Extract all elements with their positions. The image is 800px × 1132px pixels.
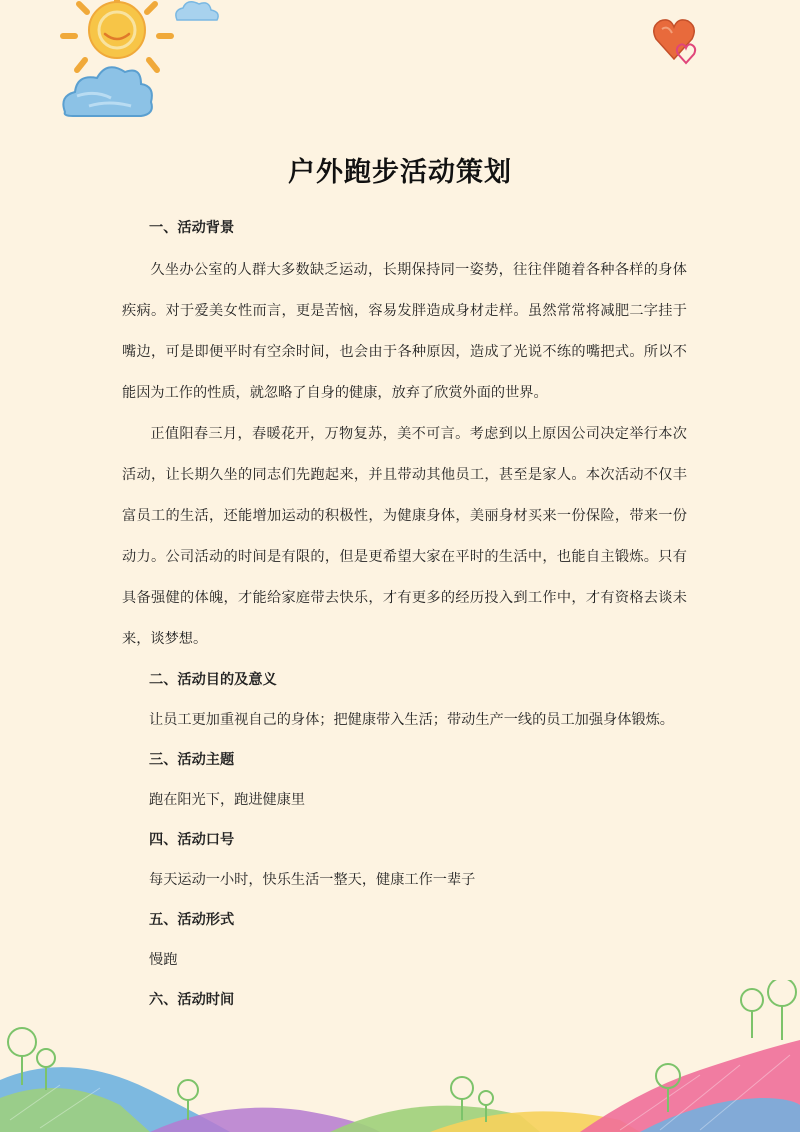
paragraph: 跑在阳光下，跑进健康里 — [149, 792, 306, 808]
paragraph: 久坐办公室的人群大多数缺乏运动，长期保持同一姿势，往往伴随着各种各样的身体疾病。对于爱美女性而言，更是苦恼，容易发胖造成身材走样。虽然常常将减肥二字挂于嘴边，可是即便平时有空余时间，也会由于各种原因，造成了光说不练的嘴把式。所以不能因为工作的性质，就忽略了自身的健康，放弃了欣赏外面的世界。 — [122, 262, 687, 401]
section-heading: 六、活动时间 — [149, 992, 235, 1008]
paragraph: 让员工更加重视自己的身体；把健康带入生活；带动生产一线的员工加强身体锻炼。 — [149, 712, 674, 728]
section-heading: 四、活动口号 — [149, 832, 235, 848]
small-cloud-icon — [176, 2, 218, 20]
section-heading: 五、活动形式 — [149, 912, 235, 928]
section-heading: 三、活动主题 — [149, 752, 235, 768]
section-heading: 一、活动背景 — [149, 220, 235, 236]
page-title: 户外跑步活动策划 — [288, 157, 512, 188]
paragraph: 慢跑 — [149, 952, 178, 968]
paragraph: 正值阳春三月，春暖花开，万物复苏，美不可言。考虑到以上原因公司决定举行本次活动，让长期久坐的同志们先跑起来，并且带动其他员工，甚至是家人。本次活动不仅丰富员工的生活，还能增加运动的积极性，为健康身体，美丽身材买来一份保险，带来一份动力。公司活动的时间是有限的，但是更希望大家在平时的生活中，也能自主锻炼。只有具备强健的体魄，才能给家庭带去快乐，才有更多的经历投入到工作中，才有资格去谈未来，谈梦想。 — [122, 426, 687, 647]
section-heading: 二、活动目的及意义 — [149, 672, 277, 688]
hills-decoration — [0, 980, 800, 1132]
sun-cloud-decoration — [55, 0, 225, 125]
heart-icon — [652, 15, 702, 67]
paragraph: 每天运动一小时，快乐生活一整天，健康工作一辈子 — [149, 872, 476, 888]
hills-illustration — [0, 1040, 800, 1132]
sun-icon — [63, 0, 171, 70]
document-body — [122, 208, 687, 1020]
cloud-icon — [63, 67, 152, 116]
